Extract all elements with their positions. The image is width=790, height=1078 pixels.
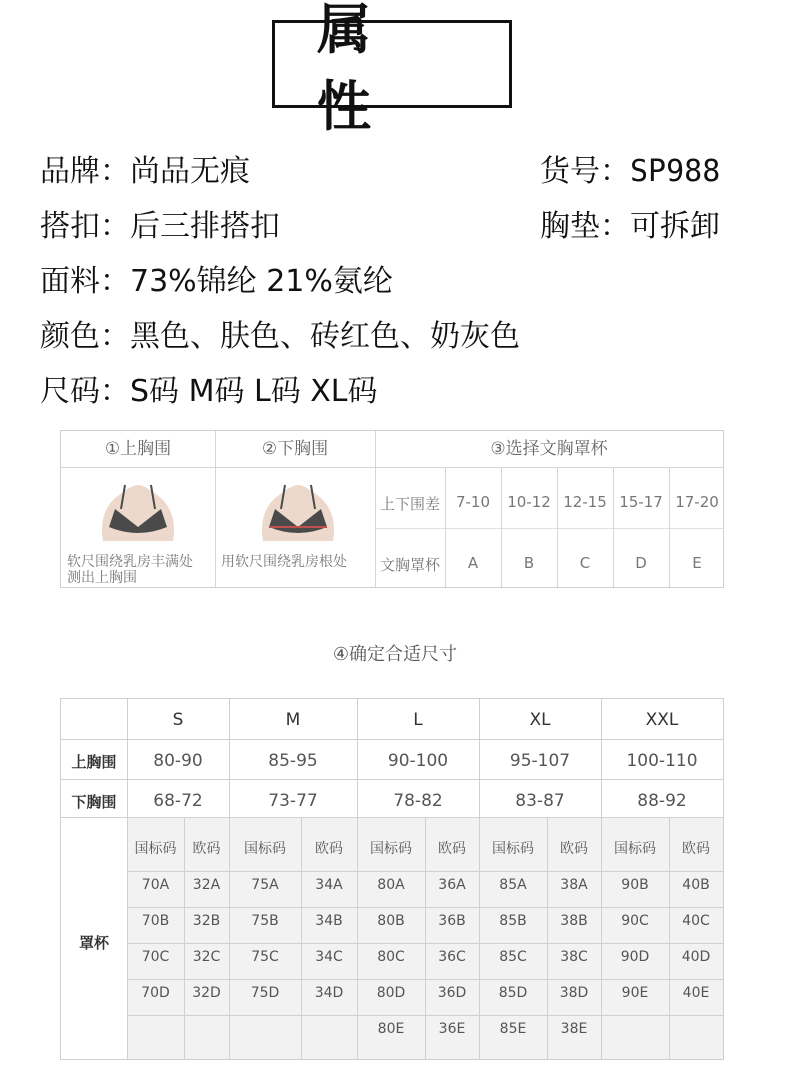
- euro-size-cell: 38B: [560, 913, 588, 929]
- euro-size-cell: 40D: [681, 949, 711, 965]
- cup-value: D: [635, 554, 647, 572]
- euro-size-cell: 32C: [192, 949, 221, 965]
- page-title: 属 性: [272, 20, 512, 108]
- national-size-cell: 85D: [498, 985, 528, 1001]
- color-value: 黑色、肤色、砖红色、奶灰色: [130, 319, 520, 354]
- euro-size-cell: 38A: [560, 877, 588, 893]
- national-size-cell: 85E: [499, 1021, 527, 1037]
- color-row: [40, 317, 520, 357]
- brand-label: 品牌：: [40, 154, 130, 189]
- diff-label: 上下围差: [379, 495, 440, 513]
- upper-bust-illustration: [93, 479, 183, 541]
- lower-bust-illustration: [253, 479, 343, 541]
- euro-size-header: 欧码: [192, 841, 221, 857]
- euro-size-cell: 38C: [560, 949, 588, 965]
- upper-bust-value: 90-100: [387, 751, 449, 771]
- step1-header: ①上胸围: [61, 431, 215, 468]
- grid-line: [61, 817, 723, 818]
- euro-size-cell: 38D: [559, 985, 589, 1001]
- cup-value: A: [467, 554, 479, 572]
- national-size-cell: 70C: [141, 949, 170, 965]
- item-no-row: [540, 152, 720, 192]
- cup-label: 文胸罩杯: [379, 556, 440, 574]
- upper-bust-value: 80-90: [153, 751, 203, 771]
- size-header: XXL: [645, 710, 679, 730]
- upper-bust-caption-2: 测出上胸围: [67, 570, 137, 586]
- fabric-label: 面料：: [40, 264, 130, 299]
- national-size-cell: 85A: [499, 877, 527, 893]
- euro-size-cell: 34C: [315, 949, 343, 965]
- lower-bust-caption: 用软尺围绕乳房根处: [221, 554, 347, 570]
- national-size-cell: 85C: [499, 949, 527, 965]
- clasp-value: 后三排搭扣: [130, 209, 280, 244]
- diff-value: 15-17: [619, 493, 663, 511]
- size-header: L: [413, 710, 423, 730]
- pad-label: 胸垫：: [540, 209, 630, 244]
- euro-size-cell: 32D: [192, 985, 221, 1001]
- lower-bust-row-label: 下胸围: [71, 793, 117, 811]
- euro-size-cell: 40C: [682, 913, 710, 929]
- brand-row: [40, 152, 250, 192]
- grid-line: [61, 779, 723, 780]
- lower-bust-value: 83-87: [515, 791, 565, 811]
- national-size-cell: 80A: [377, 877, 405, 893]
- step2-header: ②下胸围: [215, 431, 375, 468]
- size-header: S: [172, 710, 184, 730]
- euro-size-header: 欧码: [315, 841, 343, 857]
- diff-value: 12-15: [563, 493, 607, 511]
- euro-size-cell: 34A: [315, 877, 343, 893]
- euro-size-cell: 34B: [315, 913, 343, 929]
- national-size-cell: 75B: [251, 913, 279, 929]
- cup-value: C: [579, 554, 591, 572]
- national-size-cell: 75C: [251, 949, 279, 965]
- national-size-cell: 75D: [250, 985, 280, 1001]
- size-section-title: ④确定合适尺寸: [332, 644, 458, 665]
- national-size-cell: 70D: [141, 985, 170, 1001]
- euro-size-cell: 36D: [437, 985, 467, 1001]
- euro-size-cell: 40B: [682, 877, 710, 893]
- national-size-cell: 75A: [251, 877, 279, 893]
- step3-header: ③选择文胸罩杯: [375, 431, 723, 468]
- euro-size-header: 欧码: [560, 841, 588, 857]
- euro-size-header: 欧码: [682, 841, 710, 857]
- cup-value: B: [523, 554, 535, 572]
- national-size-cell: 70B: [141, 913, 170, 929]
- cup-row-label: 罩杯: [78, 934, 109, 952]
- clasp-label: 搭扣：: [40, 209, 130, 244]
- euro-size-cell: 32A: [192, 877, 221, 893]
- national-size-cell: 90E: [621, 985, 649, 1001]
- lower-bust-value: 68-72: [153, 791, 203, 811]
- national-size-cell: 70A: [141, 877, 170, 893]
- upper-bust-value: 95-107: [509, 751, 571, 771]
- diff-value: 7-10: [455, 493, 491, 511]
- euro-size-cell: 32B: [192, 913, 221, 929]
- euro-size-cell: 40E: [682, 985, 710, 1001]
- lower-bust-value: 88-92: [637, 791, 687, 811]
- euro-size-header: 欧码: [438, 841, 466, 857]
- national-size-cell: 80B: [377, 913, 405, 929]
- euro-size-cell: 36C: [438, 949, 466, 965]
- size-row: [40, 372, 378, 412]
- size-header: XL: [529, 710, 551, 730]
- fabric-row: [40, 262, 393, 302]
- national-size-header: 国标码: [492, 841, 534, 857]
- size-label: 尺码：: [40, 374, 130, 409]
- national-size-header: 国标码: [614, 841, 656, 857]
- diff-value: 10-12: [507, 493, 551, 511]
- size-header: M: [285, 710, 301, 730]
- euro-size-cell: 36B: [438, 913, 466, 929]
- national-size-cell: 80E: [377, 1021, 405, 1037]
- brand-value: 尚品无痕: [130, 154, 250, 189]
- fabric-value: 73%锦纶 21%氨纶: [130, 264, 393, 299]
- national-size-cell: 85B: [499, 913, 527, 929]
- cup-value: E: [692, 554, 702, 572]
- size-table: [60, 698, 724, 1060]
- size-value: S码 M码 L码 XL码: [130, 374, 378, 409]
- item-no-value: SP988: [630, 154, 721, 189]
- euro-size-cell: 38E: [560, 1021, 588, 1037]
- cup-selection-table: [60, 430, 724, 588]
- national-size-header: 国标码: [244, 841, 286, 857]
- national-size-cell: 80D: [376, 985, 406, 1001]
- color-label: 颜色：: [40, 319, 130, 354]
- national-size-header: 国标码: [370, 841, 412, 857]
- national-size-cell: 80C: [377, 949, 405, 965]
- pad-row: [540, 207, 720, 247]
- grid-line: [61, 739, 723, 740]
- national-size-header: 国标码: [134, 841, 177, 857]
- national-size-cell: 90C: [621, 913, 649, 929]
- euro-size-cell: 36A: [438, 877, 466, 893]
- euro-size-cell: 34D: [314, 985, 344, 1001]
- euro-size-cell: 36E: [438, 1021, 466, 1037]
- national-size-cell: 90B: [621, 877, 649, 893]
- lower-bust-value: 73-77: [268, 791, 318, 811]
- upper-bust-value: 100-110: [626, 751, 698, 771]
- upper-bust-row-label: 上胸围: [71, 753, 117, 771]
- lower-bust-value: 78-82: [393, 791, 443, 811]
- pad-value: 可拆卸: [630, 209, 720, 244]
- upper-bust-value: 85-95: [268, 751, 318, 771]
- item-no-label: 货号：: [540, 154, 630, 189]
- national-size-cell: 90D: [620, 949, 650, 965]
- diff-value: 17-20: [675, 493, 719, 511]
- upper-bust-caption-1: 软尺围绕乳房丰满处: [67, 554, 193, 570]
- clasp-row: [40, 207, 280, 247]
